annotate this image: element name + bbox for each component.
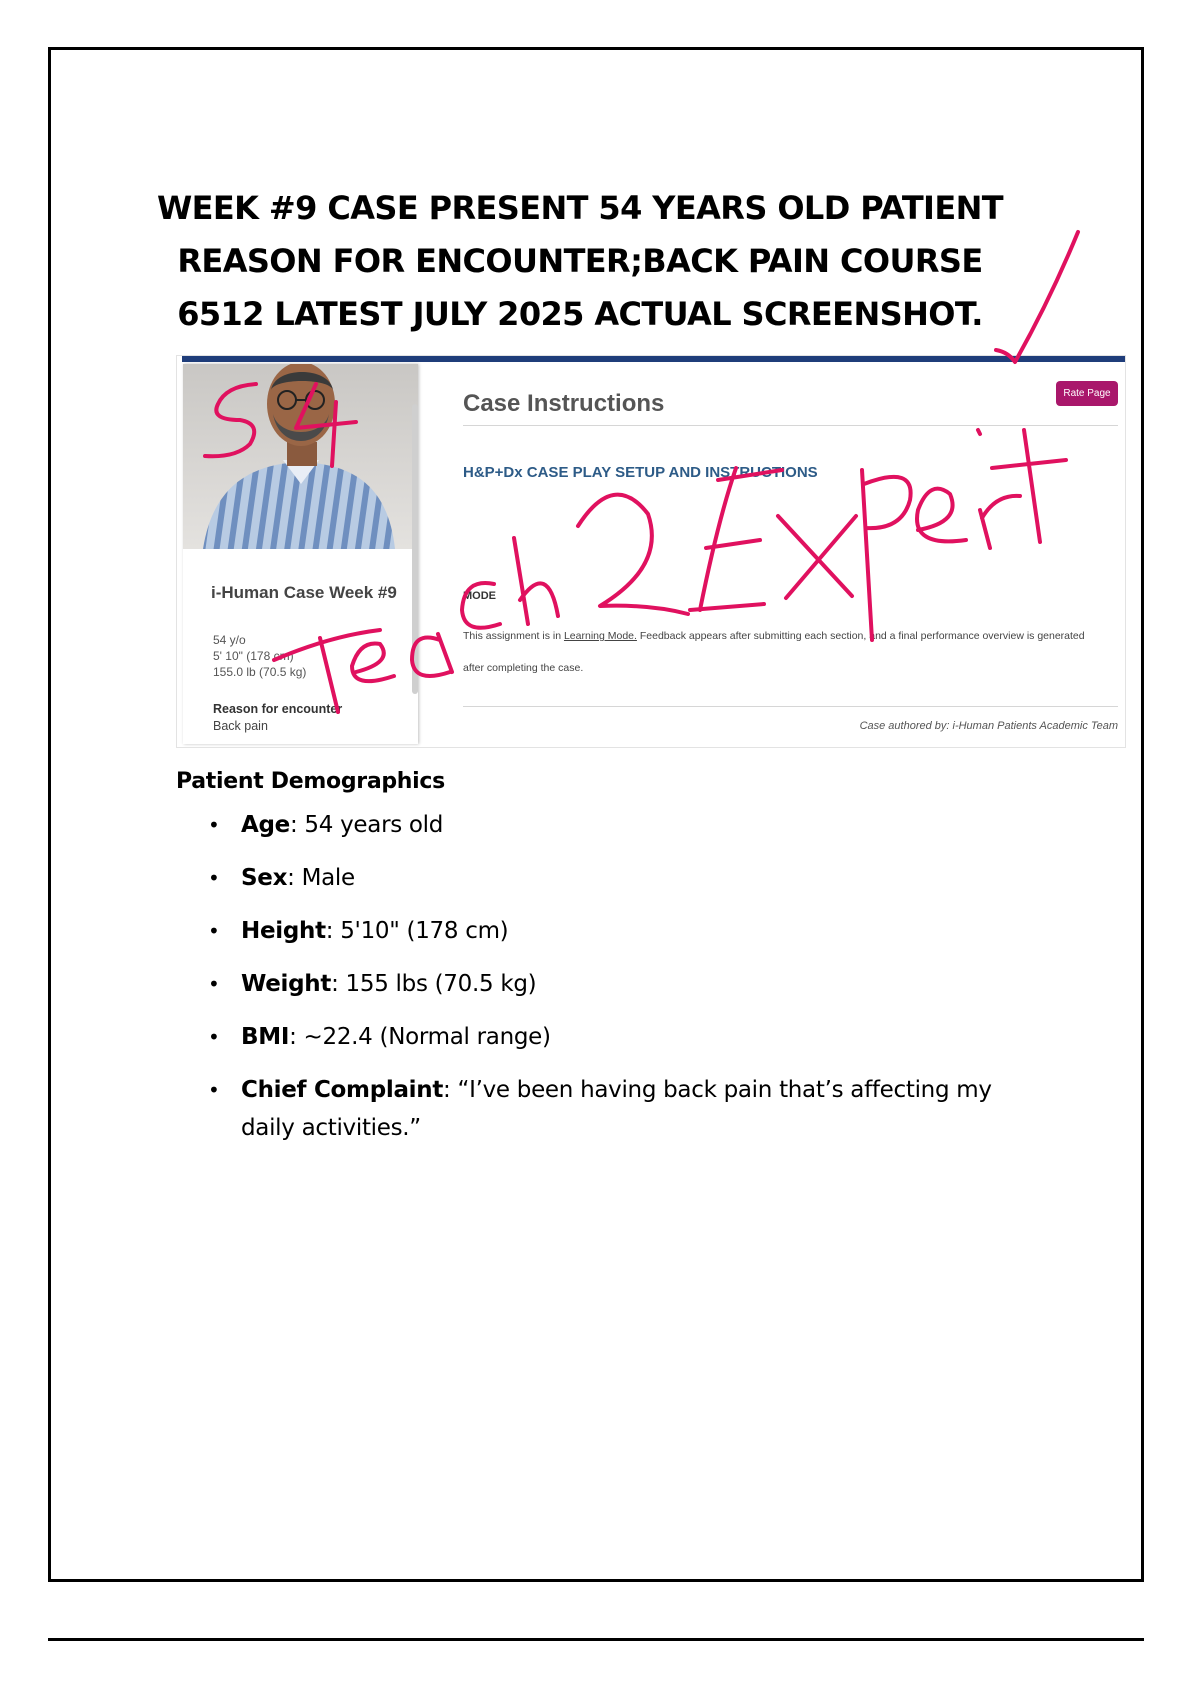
bullet-icon: •: [208, 813, 220, 837]
panel-title: Case Instructions: [463, 390, 665, 417]
demographic-item: [205, 859, 1005, 897]
bullet-icon: •: [208, 972, 220, 996]
mode-text-end: Feedback appears after submitting each section, and a final performance overview is generated after completing the case.: [463, 630, 1085, 674]
item-label: Height: [241, 918, 326, 944]
title-divider: [463, 425, 1118, 426]
bullet-icon: •: [208, 1025, 220, 1049]
demographic-item: [205, 912, 1005, 950]
patient-height: 5' 10" (178 cm): [213, 649, 294, 663]
item-label: Sex: [241, 865, 288, 891]
reason-value: Back pain: [213, 719, 268, 733]
demographic-item: [205, 965, 1005, 1003]
demographic-item: [205, 806, 1005, 844]
app-top-bar: [182, 356, 1126, 362]
patient-sidebar: [183, 364, 418, 744]
bullet-icon: •: [208, 919, 220, 943]
item-value: : Male: [287, 865, 355, 891]
case-instructions-panel: [427, 364, 1126, 748]
patient-avatar: [183, 364, 418, 549]
mode-label: MODE: [463, 590, 496, 602]
demographics-heading: Patient Demographics: [176, 769, 445, 794]
patient-weight: 155.0 lb (70.5 kg): [213, 665, 307, 679]
sidebar-scrollbar[interactable]: [412, 404, 418, 694]
document-title: [150, 182, 1010, 341]
demographics-list: [205, 806, 1005, 1162]
item-value: : 5'10" (178 cm): [325, 918, 509, 944]
embedded-screenshot: [176, 355, 1126, 748]
item-value: : ~22.4 (Normal range): [289, 1024, 551, 1050]
demographic-item: [205, 1071, 1005, 1147]
title-line-1: WEEK #9 CASE PRESENT 54 YEARS OLD PATIENT: [156, 189, 1004, 227]
demographic-item: [205, 1018, 1005, 1056]
setup-heading: H&P+Dx CASE PLAY SETUP AND INSTRUCTIONS: [463, 464, 818, 481]
footer-divider: [463, 706, 1118, 707]
bullet-icon: •: [208, 866, 220, 890]
item-label: Weight: [241, 971, 332, 997]
item-value: : “I’ve been having back pain that’s affecting my daily activities.”: [241, 1077, 992, 1141]
item-value: : 155 lbs (70.5 kg): [331, 971, 537, 997]
item-label: Age: [241, 812, 290, 838]
mode-description: [463, 620, 1103, 684]
reason-label: Reason for encounter: [213, 702, 343, 716]
item-label: Chief Complaint: [241, 1077, 444, 1103]
case-title: i-Human Case Week #9: [211, 583, 397, 602]
rate-page-button[interactable]: Rate Page: [1056, 381, 1118, 406]
title-line-2: REASON FOR ENCOUNTER;BACK PAIN COURSE: [177, 242, 983, 280]
patient-vitals: [213, 632, 306, 680]
authored-by: Case authored by: i-Human Patients Academic Team: [859, 720, 1118, 732]
learning-mode-link[interactable]: Learning Mode.: [563, 630, 637, 642]
patient-age: 54 y/o: [213, 633, 246, 647]
item-value: : 54 years old: [289, 812, 444, 838]
bullet-icon: •: [208, 1078, 220, 1102]
title-line-3: 6512 LATEST JULY 2025 ACTUAL SCREENSHOT.: [177, 295, 983, 333]
footer-rule: [48, 1638, 1144, 1641]
item-label: BMI: [241, 1024, 290, 1050]
mode-text-start: This assignment is in: [463, 630, 564, 642]
